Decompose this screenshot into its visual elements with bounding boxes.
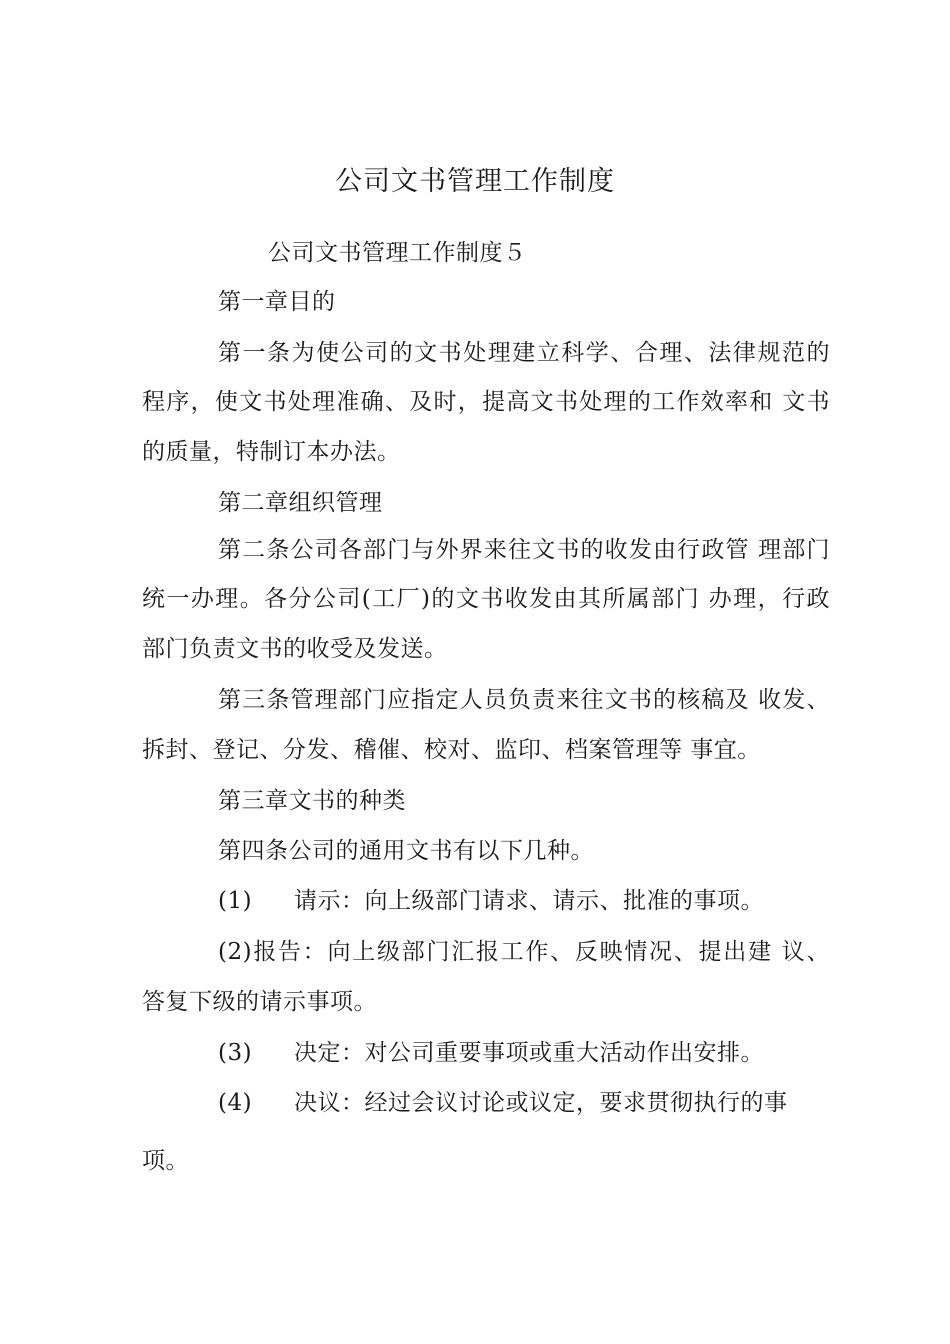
article-4: 第四条公司的通用文书有以下几种。 [218, 838, 594, 864]
article-1-line-1: 第一条为使公司的文书处理建立科学、合理、法律规范的 [218, 340, 830, 366]
list-item-text: 决定：对公司重要事项或重大活动作出安排。 [294, 1040, 764, 1066]
list-item-1 [218, 886, 764, 916]
list-item-text: 报告：向上级部门汇报工作、反映情况、提出建 议、 [252, 939, 830, 965]
article-1-line-3: 的质量，特制订本办法。 [142, 439, 401, 465]
list-item-3 [218, 1038, 764, 1068]
list-item-4-continuation: 项。 [142, 1148, 189, 1174]
list-item-number: (2) [218, 939, 253, 965]
document-title: 公司文书管理工作制度 [335, 166, 615, 197]
article-3-line-1: 第三条管理部门应指定人员负责来往文书的核稿及 收发、 [218, 687, 830, 713]
chapter-heading-1: 第一章目的 [218, 289, 336, 315]
list-item-number: (3) [218, 1040, 253, 1066]
list-item-2 [218, 937, 830, 967]
list-item-2-continuation: 答复下级的请示事项。 [142, 989, 377, 1015]
chapter-heading-2: 第二章组织管理 [218, 490, 383, 516]
article-3-line-2: 拆封、登记、分发、稽催、校对、监印、档案管理等 事宜。 [142, 737, 761, 763]
list-item-number: (1) [218, 888, 253, 914]
article-2-line-3: 部门负责文书的收受及发送。 [142, 636, 448, 662]
article-2-line-2: 统一办理。各分公司(工厂)的文书收发由其所属部门 办理，行政 [142, 586, 830, 612]
chapter-heading-3: 第三章文书的种类 [218, 788, 406, 814]
list-item-text: 请示：向上级部门请求、请示、批准的事项。 [294, 888, 764, 914]
list-item-text: 决议：经过会议讨论或议定，要求贯彻执行的事 [294, 1090, 788, 1116]
list-item-number: (4) [218, 1090, 253, 1116]
article-2-line-1: 第二条公司各部门与外界来往文书的收发由行政管 理部门 [218, 537, 830, 563]
article-1-line-2: 程序，使文书处理准确、及时，提高文书处理的工作效率和 文书 [142, 389, 830, 415]
document-subtitle: 公司文书管理工作制度５ [268, 240, 527, 266]
list-item-4 [218, 1088, 788, 1118]
